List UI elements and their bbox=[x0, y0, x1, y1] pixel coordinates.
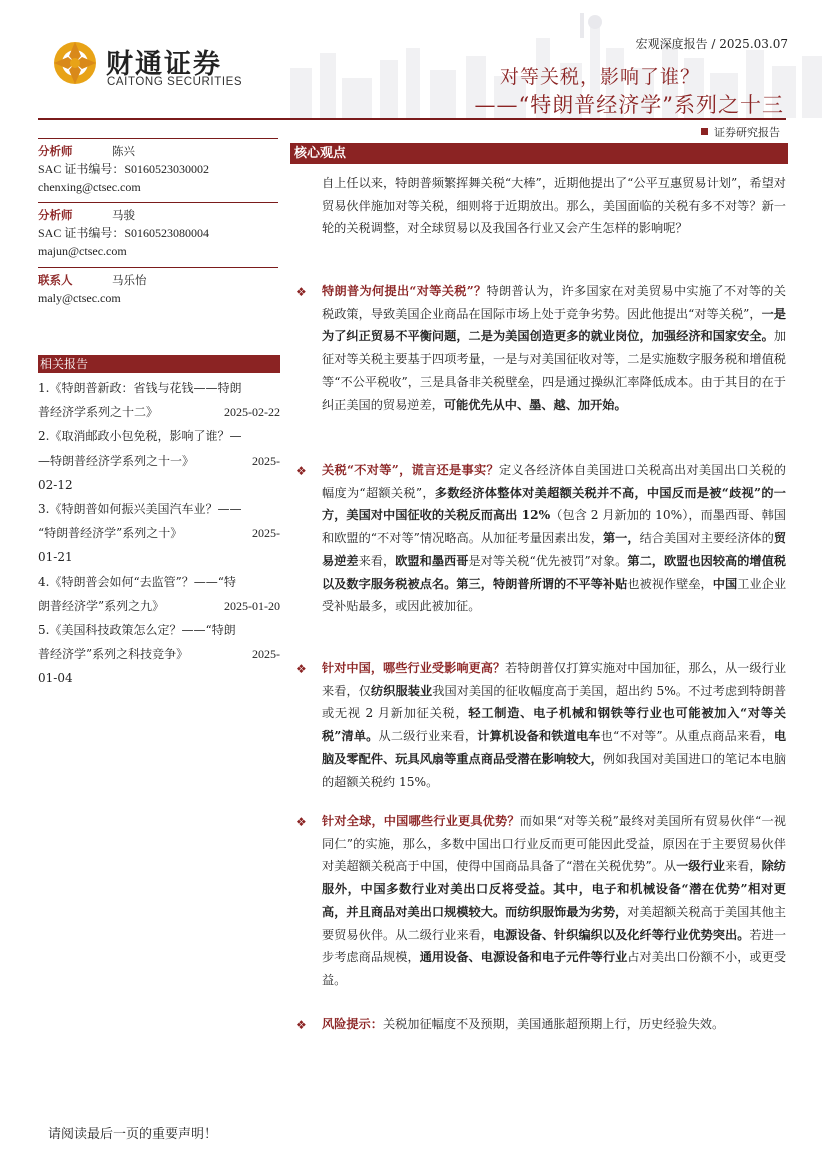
body-text: 而如果“对等关税”最终对美国所有贸易伙伴“一视同仁”的实施，那么，多数中国出口行业反而更可能因此受益，原因在于主要贸易伙伴对美超额关税高于中国，使得中国商品具备了“潜在关税优势”。从 bbox=[322, 814, 786, 874]
body-text: （包含 2 月新加的 10%），而墨西哥、韩国和欧盟的“不对等”情况略高。从加征考量因素出发， bbox=[322, 508, 786, 546]
related-report-line: “特朗普经济学”系列之十》 bbox=[38, 526, 183, 541]
related-report-item[interactable] bbox=[38, 618, 280, 691]
body-bold: 欧盟和墨西哥 bbox=[395, 553, 469, 568]
body-bold: 电脑及零配件、玩具风扇等重点商品受潜在影响较大， bbox=[322, 729, 787, 766]
related-report-line: 朗普经济学”系列之九》 bbox=[38, 598, 165, 613]
body-text: 对美超额关税高于美国其他主要贸易伙伴。从二级行业来看， bbox=[322, 904, 787, 942]
report-title: 对等关税，影响了谁？ bbox=[499, 66, 700, 88]
related-report-line: 2.《取消邮政小包免税，影响了谁？— bbox=[38, 429, 242, 444]
header-divider bbox=[38, 118, 786, 120]
body-text: 占对美出口份额不小，或更受益。 bbox=[322, 950, 787, 987]
analyst-cert: SAC 证书编号：S0160523080004 bbox=[38, 226, 210, 240]
logo-english-name: CAITONG SECURITIES bbox=[107, 76, 243, 88]
body-bold: 多数经济体整体对美超额关税并不高，中国反而是被“歧视”的一方，美国对中国征收的关税反而高出 12% bbox=[322, 485, 786, 523]
section-china-impact bbox=[322, 657, 786, 793]
body-bold: 轻工制造、电子机械和钢铁等行业也可能被加入“对等关税”清单。 bbox=[322, 706, 786, 744]
related-report-line: —特朗普经济学系列之十一》 bbox=[38, 453, 195, 468]
related-report-line: 4.《特朗普会如何“去监管”？——“特 bbox=[38, 574, 236, 589]
section-keyword: 关税“不对等”，谎言还是事实？ bbox=[322, 463, 500, 477]
body-text: 结合美国对主要经济体的 bbox=[639, 531, 774, 546]
related-report-item[interactable] bbox=[38, 424, 280, 497]
related-report-line: 1.《特朗普新政：省钱与花钱——特朗 bbox=[38, 381, 242, 395]
related-report-date-cont: 02-12 bbox=[38, 477, 73, 492]
square-bullet-icon bbox=[701, 128, 708, 135]
related-report-date: 2025-01-20 bbox=[224, 598, 280, 613]
body-text: 工业企业受补贴最多，或因此被加征。 bbox=[322, 576, 787, 614]
diamond-bullet-icon: ❖ bbox=[296, 464, 307, 478]
analyst-name: 陈兴 bbox=[112, 144, 135, 158]
body-bold: 计算机设备和铁道电车 bbox=[477, 729, 601, 744]
body-text: 定义各经济体自美国进口关税高出对美国出口关税的幅度为“超额关税”， bbox=[322, 463, 786, 500]
body-text: 也被视作壁垒， bbox=[627, 576, 713, 591]
section-risk-warning bbox=[322, 1013, 786, 1036]
section-keyword: 风险提示： bbox=[322, 1017, 383, 1031]
section-global-advantage bbox=[322, 810, 786, 992]
related-report-line: 3.《特朗普如何振兴美国汽车业？—— bbox=[38, 502, 242, 517]
body-bold: 中国 bbox=[712, 576, 738, 591]
disclaimer-note: 请阅读最后一页的重要声明！ bbox=[48, 1127, 218, 1142]
diamond-bullet-icon: ❖ bbox=[296, 1018, 307, 1032]
contact-role: 联系人 bbox=[38, 273, 73, 287]
intro-paragraph: 自上任以来，特朗普频繁挥舞关税“大棒”，近期他提出了“公平互惠贸易计划”，希望对贸易伙伴施加对等关税，细则将于近期放出。那么，美国面临的关税有多不对等？新一轮的关税调整，对全球贸易以及我国各行业又会产生怎样的影响呢？ bbox=[322, 176, 786, 236]
company-logo bbox=[50, 38, 250, 94]
body-text: 加征对等关税主要基于四项考量，一是与对美国征收对等，二是实施数字服务税和增值税等“不公平税收”，三是具备非关税壁垒，四是通过操纵汇率降低成本。由于其目的在于纠正美国的贸易逆差， bbox=[322, 329, 786, 412]
body-text: 来看， bbox=[358, 553, 396, 568]
body-bold: 一级行业 bbox=[676, 859, 725, 874]
contact-block bbox=[38, 267, 278, 307]
related-reports-heading: 相关报告 bbox=[38, 355, 280, 373]
section-why-reciprocal-tariffs bbox=[322, 280, 786, 416]
body-bold: 纺织服装业 bbox=[370, 683, 433, 698]
analyst-role: 分析师 bbox=[38, 144, 73, 158]
report-type-text: 证券研究报告 bbox=[714, 126, 780, 139]
analyst-block bbox=[38, 202, 278, 260]
related-report-item[interactable] bbox=[38, 570, 280, 618]
body-bold: 可能优先从中、墨、越、加开始。 bbox=[443, 397, 627, 412]
body-text: 例如我国对美国进口的笔记本电脑的超额关税约 15%。 bbox=[322, 751, 787, 789]
body-bold: 通用设备、电源设备和电子元件等行业 bbox=[419, 950, 628, 965]
related-report-date: 2025-02-22 bbox=[224, 405, 280, 420]
related-report-line: 5.《美国科技政策怎么定？——“特朗 bbox=[38, 623, 236, 638]
body-text: 来看， bbox=[725, 859, 762, 874]
section-tariff-asymmetry bbox=[322, 459, 786, 618]
related-report-line: 普经济学”系列之科技竞争》 bbox=[38, 647, 189, 662]
related-report-date: 2025- bbox=[252, 647, 280, 662]
caitong-logo-icon bbox=[50, 38, 100, 88]
diamond-bullet-icon: ❖ bbox=[296, 662, 307, 676]
contact-email[interactable]: maly@ctsec.com bbox=[38, 291, 121, 305]
body-text: 是对等关税“优先被罚”对象。 bbox=[468, 553, 628, 568]
related-report-date-cont: 01-04 bbox=[38, 671, 73, 686]
diamond-bullet-icon: ❖ bbox=[296, 285, 307, 299]
analyst-block bbox=[38, 138, 278, 196]
body-bold: 贸易逆差 bbox=[322, 531, 786, 568]
body-text: 也“不对等”。从重点商品来看， bbox=[600, 729, 774, 744]
section-keyword: 针对中国，哪些行业受影响更高？ bbox=[322, 661, 506, 675]
related-report-item[interactable] bbox=[38, 497, 280, 570]
body-bold: 一是为了纠正贸易不平衡问题，二是为美国创造更多的就业岗位，加强经济和国家安全。 bbox=[322, 306, 786, 344]
core-viewpoints-heading: 核心观点 bbox=[290, 143, 788, 164]
logo-chinese-name: 财通证券 bbox=[106, 49, 222, 80]
body-text: 关税加征幅度不及预期，美国通胀超预期上行，历史经验失效。 bbox=[382, 1017, 725, 1031]
analyst-role: 分析师 bbox=[38, 208, 73, 222]
body-bold: 第一， bbox=[602, 531, 640, 546]
body-text: 若进一步考虑商品规模， bbox=[322, 927, 787, 965]
analyst-cert: SAC 证书编号：S0160523030002 bbox=[38, 162, 210, 176]
section-keyword: 特朗普为何提出“对等关税”？ bbox=[322, 284, 487, 298]
section-keyword: 针对全球，中国哪些行业更具优势？ bbox=[322, 814, 520, 828]
related-report-date: 2025- bbox=[252, 526, 280, 541]
report-category-date: 宏观深度报告 / 2025.03.07 bbox=[635, 37, 788, 51]
report-type-label bbox=[701, 124, 780, 140]
related-report-date: 2025- bbox=[252, 453, 280, 468]
related-report-line: 普经济学系列之十二》 bbox=[38, 405, 159, 420]
diamond-bullet-icon: ❖ bbox=[296, 815, 307, 829]
related-report-item[interactable] bbox=[38, 376, 280, 424]
body-bold: 第二，欧盟也因较高的增值税以及数字服务税被点名。第三，特朗普所谓的不平等补贴 bbox=[322, 553, 786, 591]
analyst-name: 马骏 bbox=[112, 208, 135, 222]
body-bold: 电源设备、针织编织以及化纤等行业优势突出。 bbox=[492, 927, 750, 942]
report-subtitle: ——“特朗普经济学”系列之十三 bbox=[474, 93, 784, 117]
body-text: 从二级行业来看， bbox=[378, 729, 478, 744]
analyst-email[interactable]: majun@ctsec.com bbox=[38, 244, 127, 258]
body-text: 特朗普认为，许多国家在对美贸易中实施了不对等的关税政策，导致美国企业商品在国际市场上处于竞争劣势。因此他提出“对等关税”， bbox=[322, 284, 786, 321]
analyst-email[interactable]: chenxing@ctsec.com bbox=[38, 180, 141, 194]
body-bold: 除纺服外，中国多数行业对美出口反将受益。其中，电子和机械设备“潜在优势”相对更高，并且商品对美出口规模较大。而纺织服饰最为劣势， bbox=[322, 859, 786, 919]
contact-name: 马乐怡 bbox=[112, 273, 147, 287]
body-text: 若特朗普仅打算实施对中国加征，那么，从一级行业来看，仅 bbox=[322, 661, 787, 698]
related-report-date-cont: 01-21 bbox=[38, 550, 73, 565]
body-text: 我国对美国的征收幅度高于美国，超出约 5%。不过考虑到特朗普或无视 2 月新加征关税， bbox=[322, 683, 787, 721]
related-reports-list bbox=[38, 376, 280, 691]
